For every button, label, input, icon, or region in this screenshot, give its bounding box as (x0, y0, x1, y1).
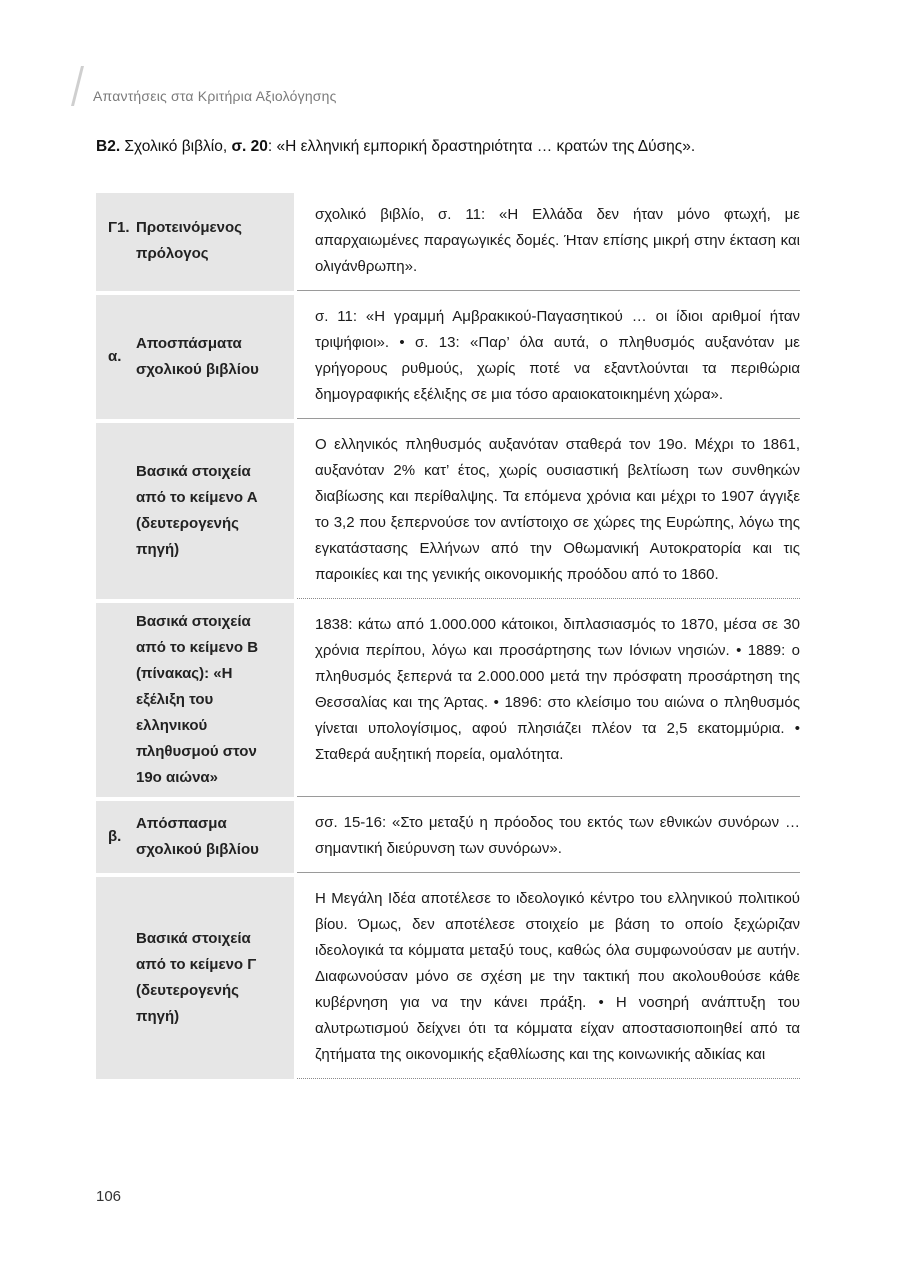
question-b2-label: Β2. (96, 138, 121, 155)
row-content: σ. 11: «Η γραμμή Αμβρακικού-Παγασητικού … οι ίδιοι αριθμοί ήταν τριψήφιοι». • σ. 13: «Παρ’ όλα αυτά, ο πληθυσμός αυξανόταν με γρήγορους ρυθμούς, χωρίς ποτέ να εξαντλούνται τα περιθώρια δημογραφικής εξέλιξης σε μια τόσο αραιοκατοικημένη χώρα». (297, 295, 800, 419)
row-label-cell (96, 295, 294, 419)
running-header (76, 62, 337, 106)
row-label: Βασικά στοιχεία από το κείμενο Α (δευτερογενής πηγή) (136, 463, 258, 558)
row-label: Βασικά στοιχεία από το κείμενο Γ (δευτερογενής πηγή) (136, 930, 257, 1025)
row-label: Βασικά στοιχεία από το κείμενο Β (πίνακας): «Η εξέλιξη του ελληνικού πληθυσμού στον 19ο αιώνα» (136, 613, 259, 786)
page-number: 106 (96, 1188, 122, 1205)
header-slash-decoration (71, 66, 84, 106)
row-label-cell (96, 801, 294, 873)
row-content: σχολικό βιβλίο, σ. 11: «Η Ελλάδα δεν ήταν μόνο φτωχή, με απαρχαιωμένες παραγωγικές δομές. Ήταν επίσης μικρή στην έκταση και ολιγάνθρωπη». (297, 193, 800, 291)
running-title: Απαντήσεις στα Κριτήρια Αξιολόγησης (93, 88, 337, 104)
row-label: Απόσπασμα σχολικού βιβλίου (136, 815, 259, 858)
row-label-cell (96, 877, 294, 1079)
row-content: Ο ελληνικός πληθυσμός αυξανόταν σταθερά τον 19ο. Μέχρι το 1861, αυξανόταν 2% κατ’ έτος, χωρίς ουσιαστική βελτίωση των συνθηκών διαβίωσης και περίθαλψης. Τα επόμενα χρόνια και μέχρι το 1907 άγγιξε το 3,2 που ξεπερνούσε τον αντίστοιχο σε χώρες της Ευρώπης, λόγω της εγκατάστασης Ελλήνων από την Οθωμανική Αυτοκρατορία και τις παροικίες και της γενικής οικονομικής προόδου από το 1860. (297, 423, 800, 599)
table-row-text-b (96, 603, 800, 797)
table-row-a (96, 295, 800, 419)
table-row-g1 (96, 193, 800, 291)
table-row-text-c (96, 877, 800, 1079)
row-mark: Γ1. (108, 219, 130, 236)
table-row-text-a (96, 423, 800, 599)
question-b2-ref: σ. 20 (231, 138, 268, 155)
row-label: Προτεινόμενος πρόλογος (136, 219, 242, 262)
row-label: Αποσπάσματα σχολικού βιβλίου (136, 335, 259, 378)
row-mark: α. (108, 348, 122, 365)
question-b2 (96, 136, 816, 158)
answer-table (96, 193, 800, 1083)
question-b2-text-after: : «Η ελληνική εμπορική δραστηριότητα … κρατών της Δύσης». (267, 138, 696, 155)
row-label-cell (96, 423, 294, 599)
row-mark: β. (108, 828, 122, 845)
row-content: 1838: κάτω από 1.000.000 κάτοικοι, διπλασιασμός το 1870, μέσα σε 30 χρόνια περίπου, λόγω και προσάρτησης των Ιόνιων νησιών. • 1889: ο πληθυσμός ξεπερνά τα 2.000.000 μετά την πρόσφατη προσάρτηση της Θεσσαλίας και της Άρτας. • 1896: στο κλείσιμο του αιώνα ο πληθυσμός γίνεται υπολογίσιμος, αφού πλησιάζει πλέον τα 2,5 εκατομμύρια. • Σταθερά αυξητική πορεία, ομαλότητα. (297, 603, 800, 797)
row-label-cell (96, 193, 294, 291)
row-content: Η Μεγάλη Ιδέα αποτέλεσε το ιδεολογικό κέντρο του ελληνικού πολιτικού βίου. Όμως, δεν αποτέλεσε στοιχείο με βάση το οποίο ξεχώριζαν ιδεολογικά τα κόμματα μεταξύ τους, καθώς όλα συμφωνούσαν με αυτήν. Διαφωνούσαν μόνο σε σχέση με την τακτική που ακολουθούσε κάθε κυβέρνηση για να την κάνει πράξη. • Η νοσηρή ανάπτυξη του αλυτρωτισμού δείχνει ότι τα κόμματα είχαν αποστασιοποιηθεί από τα ζητήματα της οικονομικής εξαθλίωσης και της κοινωνικής αδικίας και (297, 877, 800, 1079)
row-label-cell (96, 603, 294, 797)
question-b2-text-before: Σχολικό βιβλίο, (120, 138, 232, 155)
table-row-b (96, 801, 800, 873)
row-content: σσ. 15-16: «Στο μεταξύ η πρόοδος του εκτός των εθνικών συνόρων … σημαντική διεύρυνση των συνόρων». (297, 801, 800, 873)
